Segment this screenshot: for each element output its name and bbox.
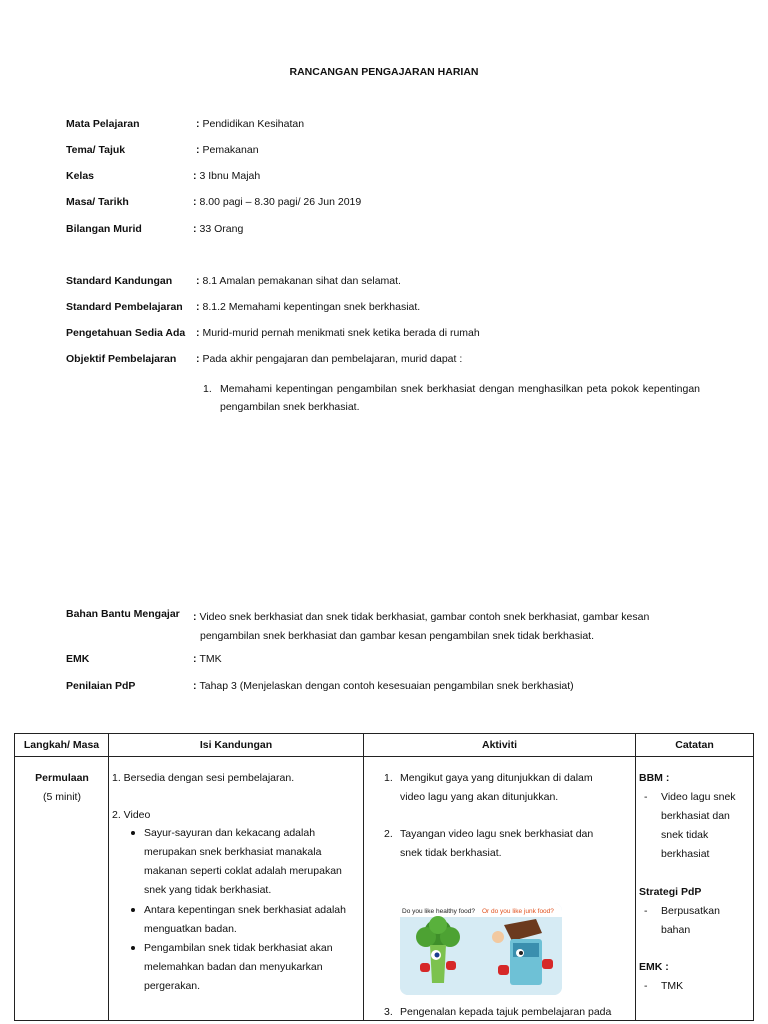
catatan-bbm-line-3: snek tidak (661, 829, 709, 841)
cell-isi-kandungan (109, 757, 364, 1021)
value-mata-pelajaran: : Pendidikan Kesihatan (196, 118, 305, 130)
cell-catatan (636, 757, 754, 1021)
bullet-dot (131, 908, 135, 912)
dash: - (644, 905, 648, 917)
image-caption-junk: Or do you like junk food? (482, 908, 554, 915)
label-penilaian-pdp: Penilaian PdP (66, 680, 136, 692)
value-bilangan-murid: : 33 Orang (193, 223, 244, 235)
dash: - (644, 791, 648, 803)
catatan-strategi-line-2: bahan (661, 924, 691, 936)
lesson-plan-table (14, 733, 754, 1021)
label-objektif-pembelajaran: Objektif Pembelajaran (66, 353, 177, 365)
aktiviti-3-line-1: Pengenalan kepada tajuk pembelajaran pada (400, 1006, 612, 1018)
label-bilangan-murid: Bilangan Murid (66, 223, 142, 235)
isi-bullet-3-line-3: pergerakan. (144, 980, 201, 992)
isi-bullet-1-line-1: Sayur-sayuran dan kekacang adalah (144, 827, 316, 839)
catatan-bbm-line-2: berkhasiat dan (661, 810, 730, 822)
header-catatan: Catatan (636, 734, 754, 757)
isi-bullet-3-line-2: melemahkan badan dan menyukarkan (144, 961, 323, 973)
catatan-strategi-line-1: Berpusatkan (661, 905, 720, 917)
value-pengetahuan-sedia-ada: : Murid-murid pernah menikmati snek ketika berada di rumah (196, 327, 480, 339)
cell-langkah-masa (15, 757, 109, 1021)
bullet-dot (131, 946, 135, 950)
step-time: (5 minit) (43, 791, 81, 803)
catatan-bbm-line-1: Video lagu snek (661, 791, 736, 803)
label-masa-tarikh: Masa/ Tarikh (66, 196, 129, 208)
header-langkah-masa: Langkah/ Masa (15, 734, 109, 757)
catatan-emk-title: EMK : (639, 961, 669, 973)
isi-bullet-1-line-4: snek yang tidak berkhasiat. (144, 884, 272, 896)
isi-item-2: 2. Video (112, 809, 151, 821)
healthy-vs-junk-food-illustration (400, 903, 562, 995)
header-isi-kandungan: Isi Kandungan (109, 734, 364, 757)
table-header-row (15, 734, 754, 757)
step-name: Permulaan (35, 772, 89, 784)
page-title: RANCANGAN PENGAJARAN HARIAN (289, 66, 479, 78)
bullet-dot (131, 831, 135, 835)
catatan-strategi-title: Strategi PdP (639, 886, 702, 898)
isi-bullet-1-line-3: makanan seperti coklat adalah merupakan (144, 865, 342, 877)
value-kelas: : 3 Ibnu Majah (193, 170, 261, 182)
value-objektif-pembelajaran: : Pada akhir pengajaran dan pembelajaran, murid dapat : (196, 353, 463, 365)
label-tema-tajuk: Tema/ Tajuk (66, 144, 126, 156)
aktiviti-2-number: 2. (384, 828, 393, 840)
dash: - (644, 980, 648, 992)
label-standard-kandungan: Standard Kandungan (66, 275, 173, 287)
objective-item-1: 1. Memahami kepentingan pengambilan snek berkhasiat dengan menghasilkan peta pokok kepentingan pengambilan snek berkhasiat. (203, 383, 700, 413)
isi-bullet-3-line-1: Pengambilan snek tidak berkhasiat akan (144, 942, 333, 954)
value-tema-tajuk: : Pemakanan (196, 144, 259, 156)
aktiviti-1-number: 1. (384, 772, 393, 784)
value-emk: : TMK (193, 653, 222, 665)
aktiviti-2-line-2: snek tidak berkhasiat. (400, 847, 502, 859)
image-caption-healthy: Do you like healthy food? (402, 908, 475, 915)
catatan-bbm-line-4: berkhasiat (661, 848, 710, 860)
cell-aktiviti (364, 757, 636, 1021)
isi-bullet-1-line-2: merupakan snek berkhasiat manakala (144, 846, 322, 858)
label-emk: EMK (66, 653, 90, 665)
value-penilaian-pdp: : Tahap 3 (Menjelaskan dengan contoh kesesuaian pengambilan snek berkhasiat) (193, 680, 574, 692)
aktiviti-1-line-1: Mengikut gaya yang ditunjukkan di dalam (400, 772, 593, 784)
isi-item-1: 1. Bersedia dengan sesi pembelajaran. (112, 772, 295, 784)
healthy-vs-junk-food-image (400, 903, 562, 995)
label-kelas: Kelas (66, 170, 95, 182)
aktiviti-2-line-1: Tayangan video lagu snek berkhasiat dan (400, 828, 594, 840)
label-pengetahuan-sedia-ada: Pengetahuan Sedia Ada (66, 327, 186, 339)
label-bahan-bantu-mengajar: Bahan Bantu Mengajar (66, 608, 180, 620)
value-standard-kandungan: : 8.1 Amalan pemakanan sihat dan selamat. (196, 275, 401, 287)
label-mata-pelajaran: Mata Pelajaran (66, 118, 140, 130)
table-row (15, 757, 754, 1021)
value-bahan-bantu-mengajar: : Video snek berkhasiat dan snek tidak berkhasiat, gambar contoh snek berkhasiat, gambar kesan pengambilan snek berkhasiat dan gambar kesan pengambilan snek tidak berkhasiat. (193, 611, 650, 642)
catatan-emk-line-1: TMK (661, 980, 684, 992)
aktiviti-1-line-2: video lagu yang akan ditunjukkan. (400, 791, 559, 803)
isi-bullet-2-line-1: Antara kepentingan snek berkhasiat adalah (144, 904, 346, 916)
aktiviti-3-number: 3. (384, 1006, 393, 1018)
label-standard-pembelajaran: Standard Pembelajaran (66, 301, 183, 313)
value-standard-pembelajaran: : 8.1.2 Memahami kepentingan snek berkhasiat. (196, 301, 421, 313)
value-masa-tarikh: : 8.00 pagi – 8.30 pagi/ 26 Jun 2019 (193, 196, 362, 208)
header-aktiviti: Aktiviti (364, 734, 636, 757)
catatan-bbm-title: BBM : (639, 772, 670, 784)
isi-bullet-2-line-2: menguatkan badan. (144, 923, 237, 935)
